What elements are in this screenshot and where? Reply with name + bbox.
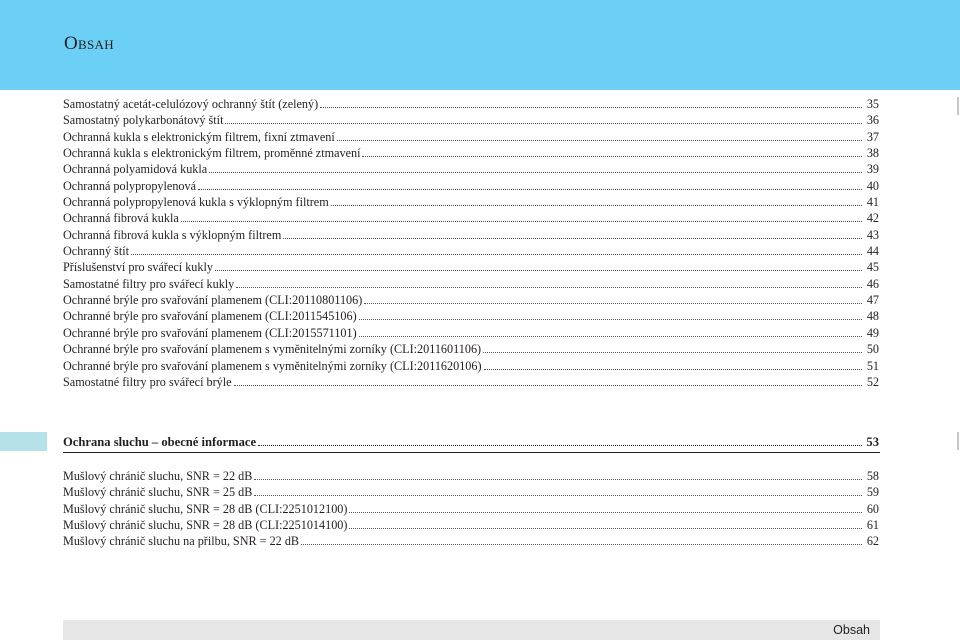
toc-entry-label: Samostatné filtry pro svářecí kukly [63,276,235,291]
toc-entry[interactable] [63,210,880,226]
dot-leader [254,470,862,480]
toc-entry[interactable] [63,259,880,275]
toc-entry-page: 37 [866,129,879,144]
toc-entry-label: Ochranná polyamidová kukla [63,162,208,177]
toc-entry-label: Ochranná polypropylenová kukla s výklopným filtrem [63,195,329,210]
toc-entry[interactable] [63,501,880,517]
toc-entry-page: 52 [866,374,879,389]
toc-entry[interactable] [63,374,880,390]
page-edge-marker [957,97,959,115]
dot-leader [349,503,862,513]
dot-leader [331,196,862,206]
dot-leader [215,261,862,271]
toc-entry-page: 47 [866,293,879,308]
toc-entry[interactable] [63,533,880,549]
dot-leader [301,535,862,545]
toc-entry-page: 44 [866,244,879,259]
hearing-toc-list [63,468,880,550]
toc-entry-label: Ochranná fibrová kukla s výklopným filtrem [63,227,282,242]
toc-entry[interactable] [63,484,880,500]
dot-leader [234,376,862,386]
toc-entry-page: 39 [866,162,879,177]
dot-leader [362,147,862,157]
toc-entry-label: Ochranná polypropylenová [63,178,197,193]
page-title: Obsah [64,33,114,54]
section-heading-label: Ochrana sluchu – obecné informace [63,435,257,449]
dot-leader [236,278,862,288]
section-underline [63,452,880,453]
toc-entry-page: 41 [866,195,879,210]
toc-entry-page: 38 [866,146,879,161]
toc-list [63,96,880,390]
toc-entry-page: 36 [866,113,879,128]
dot-leader [258,436,862,446]
toc-entry[interactable] [63,341,880,357]
toc-entry[interactable] [63,145,880,161]
toc-entry-label: Příslušenství pro svářecí kukly [63,260,213,275]
toc-entry-page: 50 [866,342,879,357]
toc-entry-page: 60 [866,501,879,516]
toc-entry[interactable] [63,129,880,145]
section-heading[interactable] [63,433,880,451]
toc-entry-label: Ochranné brýle pro svařování plamenem (CLI:2015571101) [63,325,357,340]
toc-entry-label: Ochranné brýle pro svařování plamenem (CLI:20110801106) [63,293,363,308]
toc-entry-label: Samostatné filtry pro svářecí brýle [63,374,232,389]
toc-entry[interactable] [63,358,880,374]
dot-leader [337,131,862,141]
footer-band [63,620,880,640]
dot-leader [484,360,862,370]
toc-entry-page: 59 [866,485,879,500]
toc-entry[interactable] [63,292,880,308]
toc-entry[interactable] [63,194,880,210]
toc-entry[interactable] [63,227,880,243]
toc-entry-label: Mušlový chránič sluchu, SNR = 22 dB [63,469,253,483]
dot-leader [283,229,862,239]
toc-entry-label: Mušlový chránič sluchu na přilbu, SNR = 22 dB [63,534,300,549]
dot-leader [320,98,862,108]
toc-entry[interactable] [63,517,880,533]
toc-entry[interactable] [63,161,880,177]
toc-entry[interactable] [63,308,880,324]
section-tab-marker [0,432,47,451]
dot-leader [483,343,862,353]
dot-leader [131,245,862,255]
toc-entry[interactable] [63,112,880,128]
toc-entry-label: Ochranný štít [63,244,130,259]
toc-entry-page: 46 [866,276,879,291]
toc-entry-label: Ochranné brýle pro svařování plamenem s vyměnitelnými zorníky (CLI:2011601106) [63,342,482,357]
toc-entry-label: Mušlový chránič sluchu, SNR = 28 dB (CLI:2251012100) [63,501,348,516]
dot-leader [359,327,862,337]
toc-entry-label: Ochranné brýle pro svařování plamenem s vyměnitelnými zorníky (CLI:2011620106) [63,358,482,373]
toc-entry-page: 40 [866,178,879,193]
header-band [0,0,960,90]
toc-entry[interactable] [63,325,880,341]
toc-entry-page: 42 [866,211,879,226]
page-edge-marker [957,432,959,450]
dot-leader [364,294,862,304]
dot-leader [349,519,862,529]
toc-entry-page: 58 [866,469,879,483]
toc-entry-label: Ochranné brýle pro svařování plamenem (CLI:2011545106) [63,309,357,324]
section-heading-page: 53 [866,435,879,449]
dot-leader [198,180,862,190]
footer-label: Obsah [833,623,870,637]
toc-entry-page: 51 [866,358,879,373]
toc-entry-label: Mušlový chránič sluchu, SNR = 28 dB (CLI:2251014100) [63,518,348,533]
toc-entry-label: Ochranná kukla s elektronickým filtrem, proměnné ztmavení [63,146,361,161]
toc-entry-label: Samostatný polykarbonátový štít [63,113,224,128]
toc-entry-page: 35 [866,97,879,111]
toc-entry[interactable] [63,468,880,484]
toc-entry-page: 43 [866,227,879,242]
toc-entry-page: 61 [866,518,879,533]
toc-entry-label: Ochranná fibrová kukla [63,211,179,226]
toc-entry[interactable] [63,243,880,259]
toc-entry-label: Mušlový chránič sluchu, SNR = 25 dB [63,485,253,500]
toc-entry-page: 45 [866,260,879,275]
toc-entry-page: 48 [866,309,879,324]
toc-entry[interactable] [63,276,880,292]
toc-entry-page: 62 [866,534,879,549]
dot-leader [181,212,862,222]
toc-entry[interactable] [63,178,880,194]
dot-leader [209,163,862,173]
toc-entry-page: 49 [866,325,879,340]
toc-entry-label: Samostatný acetát-celulózový ochranný štít (zelený) [63,97,319,111]
dot-leader [225,114,862,124]
dot-leader [254,486,862,496]
toc-entry-label: Ochranná kukla s elektronickým filtrem, fixní ztmavení [63,129,335,144]
toc-entry[interactable] [63,96,880,112]
dot-leader [359,310,862,320]
